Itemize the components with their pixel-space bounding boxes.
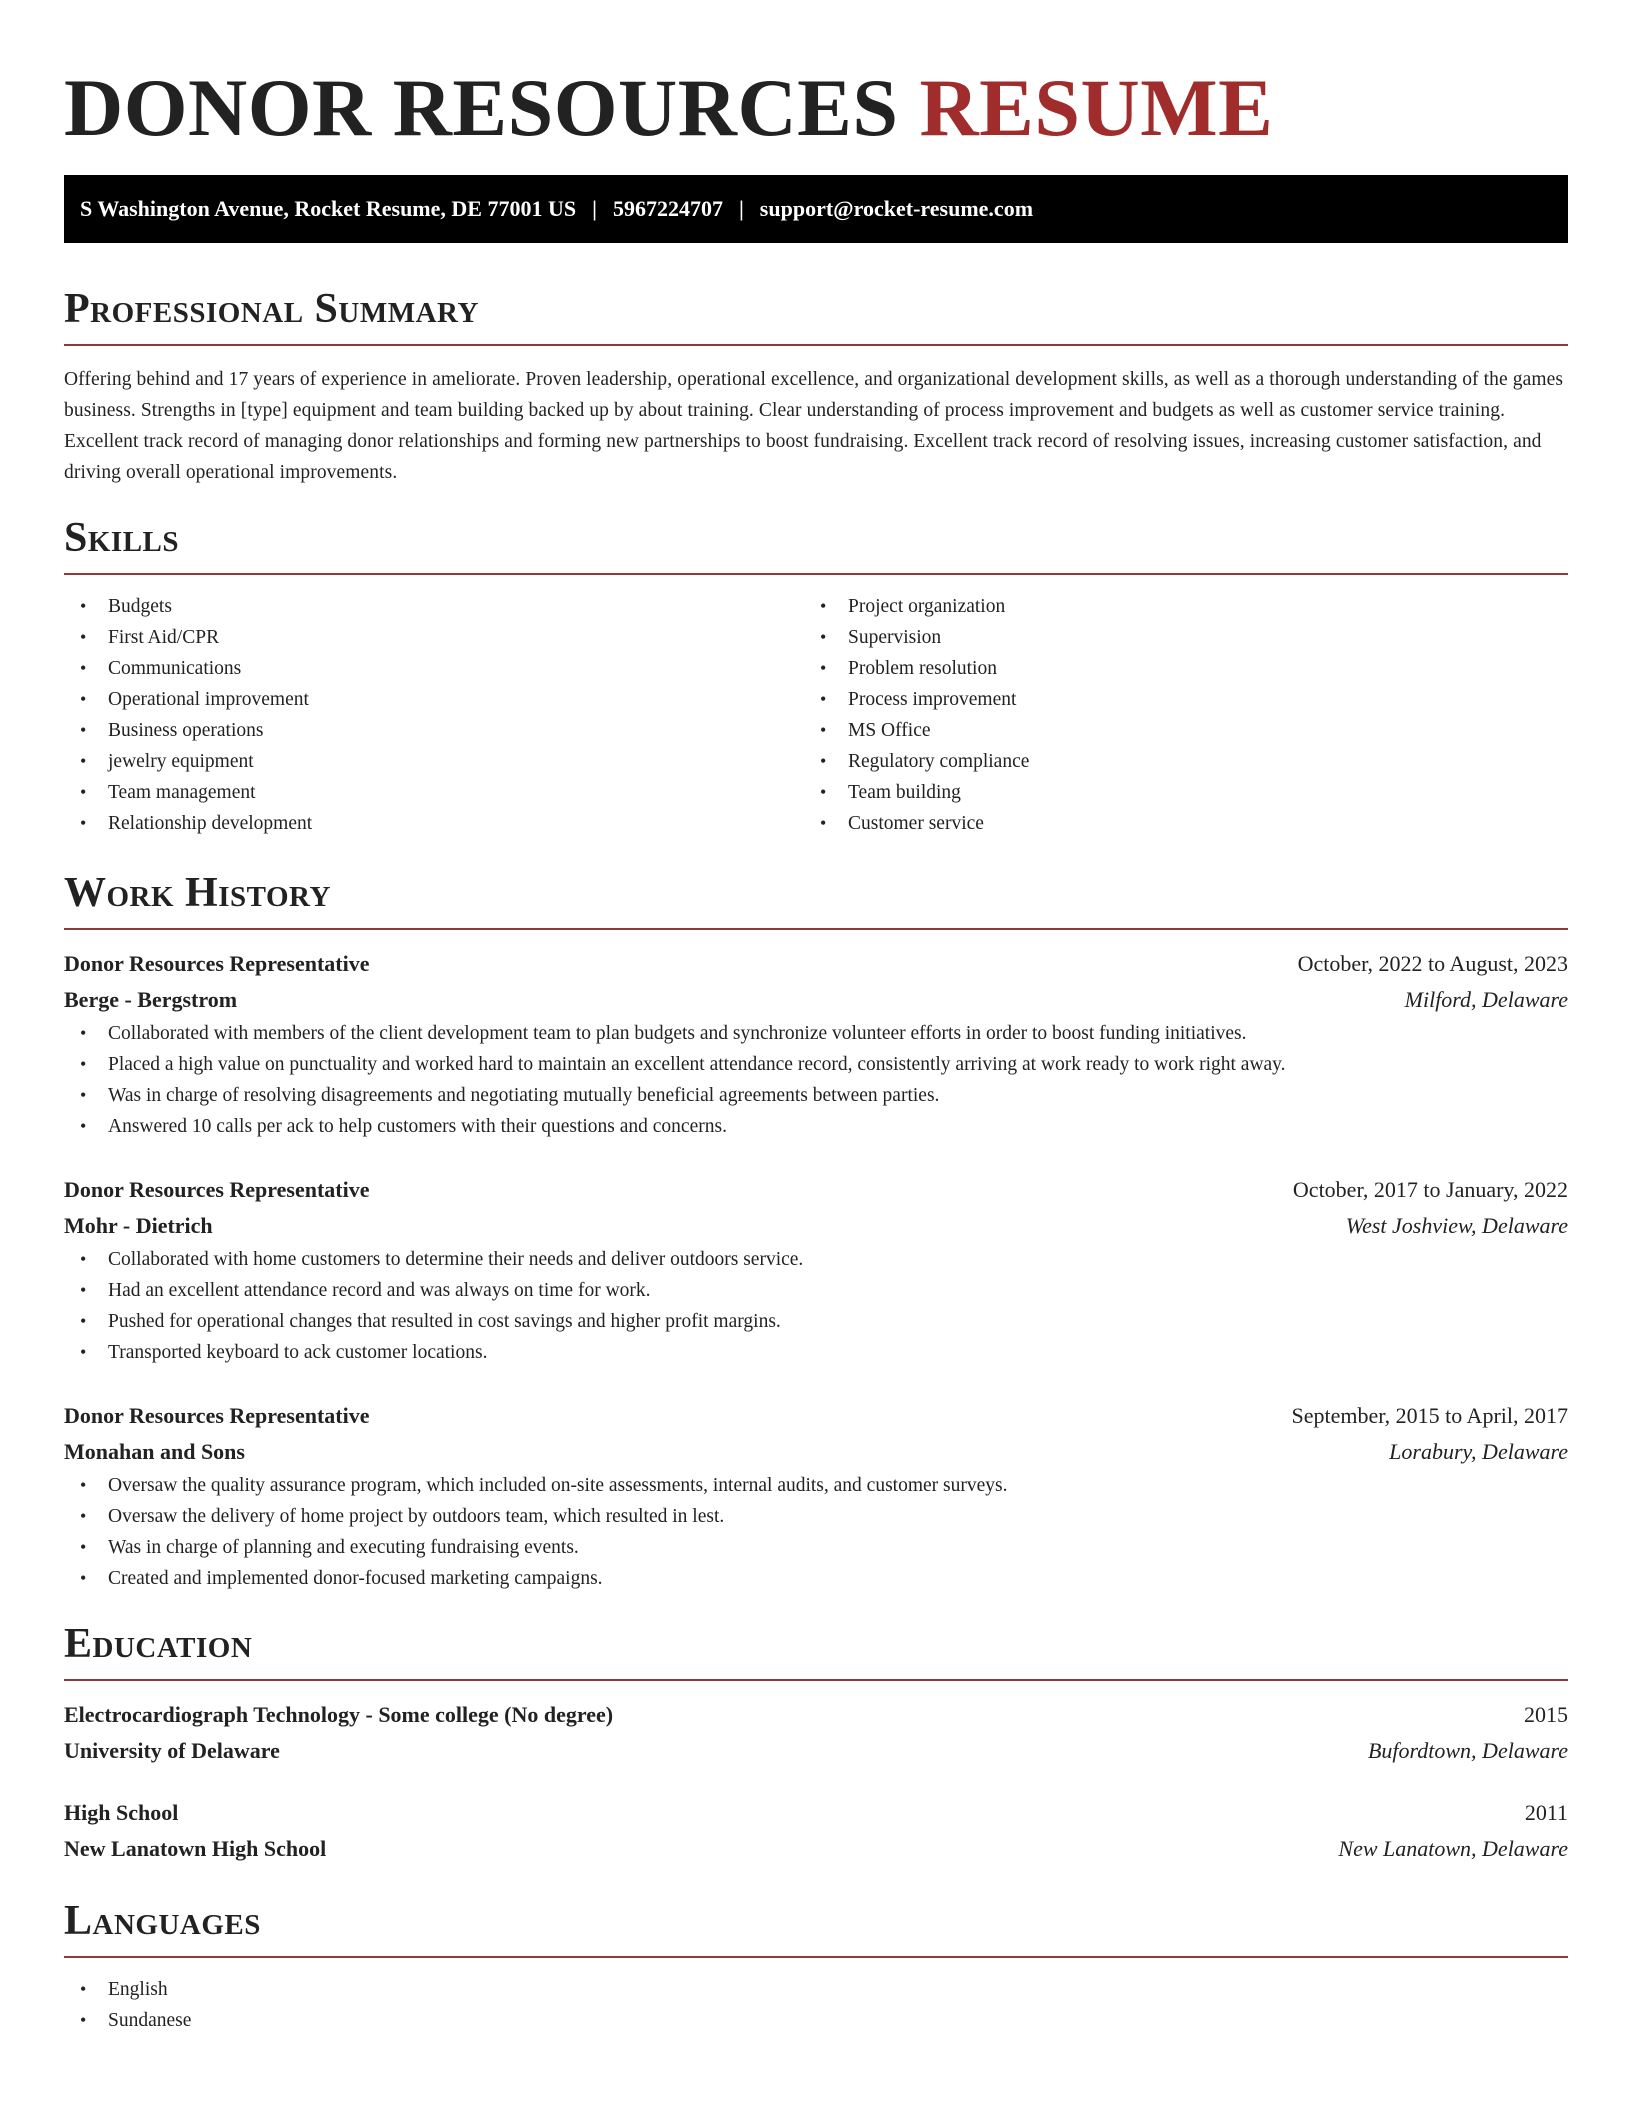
section-divider <box>64 1679 1568 1681</box>
contact-bar <box>64 175 1568 243</box>
job-location: Milford, Delaware <box>1404 987 1568 1012</box>
skills-heading: Skills <box>64 515 180 561</box>
list-item: • Regulatory compliance <box>804 746 1544 777</box>
job-bullets <box>64 1244 1568 1368</box>
list-item: • Communications <box>64 653 804 684</box>
education-degree: Electrocardiograph Technology - Some college (No degree) <box>64 1702 614 1727</box>
list-item: • Transported keyboard to ack customer locations. <box>64 1337 1568 1368</box>
section-divider <box>64 1956 1568 1958</box>
education-degree-row <box>64 1697 1568 1733</box>
job-entry <box>64 1172 1568 1368</box>
languages-heading: Languages <box>64 1898 261 1944</box>
skills-section <box>64 510 1568 839</box>
job-dates: October, 2017 to January, 2022 <box>1292 1177 1568 1202</box>
list-item: • Placed a high value on punctuality and worked hard to maintain an excellent attendance record, consistently arriving at work ready to work right away. <box>64 1049 1568 1080</box>
job-company: Monahan and Sons <box>64 1439 245 1464</box>
job-company: Berge - Bergstrom <box>64 987 238 1012</box>
list-item: • Process improvement <box>804 684 1544 715</box>
list-item: • Budgets <box>64 591 804 622</box>
list-item: • English <box>64 1974 1568 2005</box>
summary-text: Offering behind and 17 years of experience in ameliorate. Proven leadership, operational excellence, and organizational development skills, as well as a thorough understanding of the games business. Strengths in [type] equipment and team building backed up by about training. Clear understanding of process improvement and budgets as well as customer service training. Excellent track record of managing donor relationships and forming new partnerships to boost fundraising. Excellent track record of resolving issues, increasing customer satisfaction, and driving overall operational improvements. <box>64 369 1564 483</box>
job-header-row <box>64 1172 1568 1208</box>
job-header-row <box>64 946 1568 982</box>
list-item: • Oversaw the quality assurance program, which included on-site assessments, internal audits, and customer surveys. <box>64 1470 1568 1501</box>
list-item: • Project organization <box>804 591 1544 622</box>
job-entry <box>64 1398 1568 1594</box>
list-item: • Had an excellent attendance record and was always on time for work. <box>64 1275 1568 1306</box>
list-item: • Customer service <box>804 808 1544 839</box>
education-school: University of Delaware <box>64 1738 280 1763</box>
summary-section <box>64 281 1568 488</box>
education-location: Bufordtown, Delaware <box>1367 1738 1568 1763</box>
education-heading: Education <box>64 1621 253 1667</box>
contact-separator: | <box>738 196 744 221</box>
skills-columns <box>64 591 1568 839</box>
job-dates: September, 2015 to April, 2017 <box>1291 1403 1568 1428</box>
job-company-row <box>64 1434 1568 1470</box>
education-degree-row <box>64 1795 1568 1831</box>
education-section <box>64 1616 1568 1867</box>
title-main: DONOR RESOURCES <box>64 62 899 153</box>
contact-address: S Washington Avenue, Rocket Resume, DE 77001 US <box>80 196 577 221</box>
list-item: • Collaborated with home customers to determine their needs and deliver outdoors service. <box>64 1244 1568 1275</box>
list-item: • jewelry equipment <box>64 746 804 777</box>
section-divider <box>64 573 1568 575</box>
work-history-heading: Work History <box>64 870 331 916</box>
job-company-row <box>64 982 1568 1018</box>
list-item: • Was in charge of planning and executing fundraising events. <box>64 1532 1568 1563</box>
list-item: • Team management <box>64 777 804 808</box>
list-item: • Created and implemented donor-focused marketing campaigns. <box>64 1563 1568 1594</box>
job-location: Lorabury, Delaware <box>1389 1439 1568 1464</box>
job-title: Donor Resources Representative <box>64 1403 370 1428</box>
list-item: • Was in charge of resolving disagreements and negotiating mutually beneficial agreements between parties. <box>64 1080 1568 1111</box>
list-item: • Business operations <box>64 715 804 746</box>
list-item: • Pushed for operational changes that resulted in cost savings and higher profit margins. <box>64 1306 1568 1337</box>
job-header-row <box>64 1398 1568 1434</box>
languages-section <box>64 1893 1568 2036</box>
job-dates: October, 2022 to August, 2023 <box>1297 951 1568 976</box>
job-company-row <box>64 1208 1568 1244</box>
section-divider <box>64 344 1568 346</box>
job-company: Mohr - Dietrich <box>64 1213 213 1238</box>
summary-heading: Professional Summary <box>64 286 479 332</box>
job-bullets <box>64 1018 1568 1142</box>
list-item: • Operational improvement <box>64 684 804 715</box>
list-item: • Relationship development <box>64 808 804 839</box>
list-item: • Answered 10 calls per ack to help customers with their questions and concerns. <box>64 1111 1568 1142</box>
education-school: New Lanatown High School <box>64 1836 327 1861</box>
education-degree: High School <box>64 1800 179 1825</box>
job-location: West Joshview, Delaware <box>1345 1213 1568 1238</box>
education-location: New Lanatown, Delaware <box>1338 1836 1568 1861</box>
section-divider <box>64 928 1568 930</box>
list-item: • Team building <box>804 777 1544 808</box>
work-history-section <box>64 865 1568 1594</box>
list-item: • Supervision <box>804 622 1544 653</box>
skills-list-right <box>804 591 1544 839</box>
education-entry <box>64 1697 1568 1769</box>
job-entry <box>64 946 1568 1142</box>
job-bullets <box>64 1470 1568 1594</box>
list-item: • MS Office <box>804 715 1544 746</box>
list-item: • Problem resolution <box>804 653 1544 684</box>
skills-list-left <box>64 591 804 839</box>
job-title: Donor Resources Representative <box>64 951 370 976</box>
list-item: • Oversaw the delivery of home project by outdoors team, which resulted in lest. <box>64 1501 1568 1532</box>
education-year: 2011 <box>1524 1800 1568 1825</box>
list-item: • First Aid/CPR <box>64 622 804 653</box>
contact-separator: | <box>592 196 597 221</box>
education-school-row <box>64 1831 1568 1867</box>
resume-title <box>64 0 1568 178</box>
contact-email[interactable]: support@rocket-resume.com <box>759 196 1034 221</box>
job-title: Donor Resources Representative <box>64 1177 370 1202</box>
title-accent: RESUME <box>919 62 1274 153</box>
contact-phone[interactable]: 5967224707 <box>612 196 723 221</box>
list-item: • Sundanese <box>64 2005 1568 2036</box>
languages-list <box>64 1974 1568 2036</box>
list-item: • Collaborated with members of the client development team to plan budgets and synchronize volunteer efforts in order to boost funding initiatives. <box>64 1018 1568 1049</box>
education-school-row <box>64 1733 1568 1769</box>
education-year: 2015 <box>1524 1702 1568 1727</box>
education-entry <box>64 1795 1568 1867</box>
